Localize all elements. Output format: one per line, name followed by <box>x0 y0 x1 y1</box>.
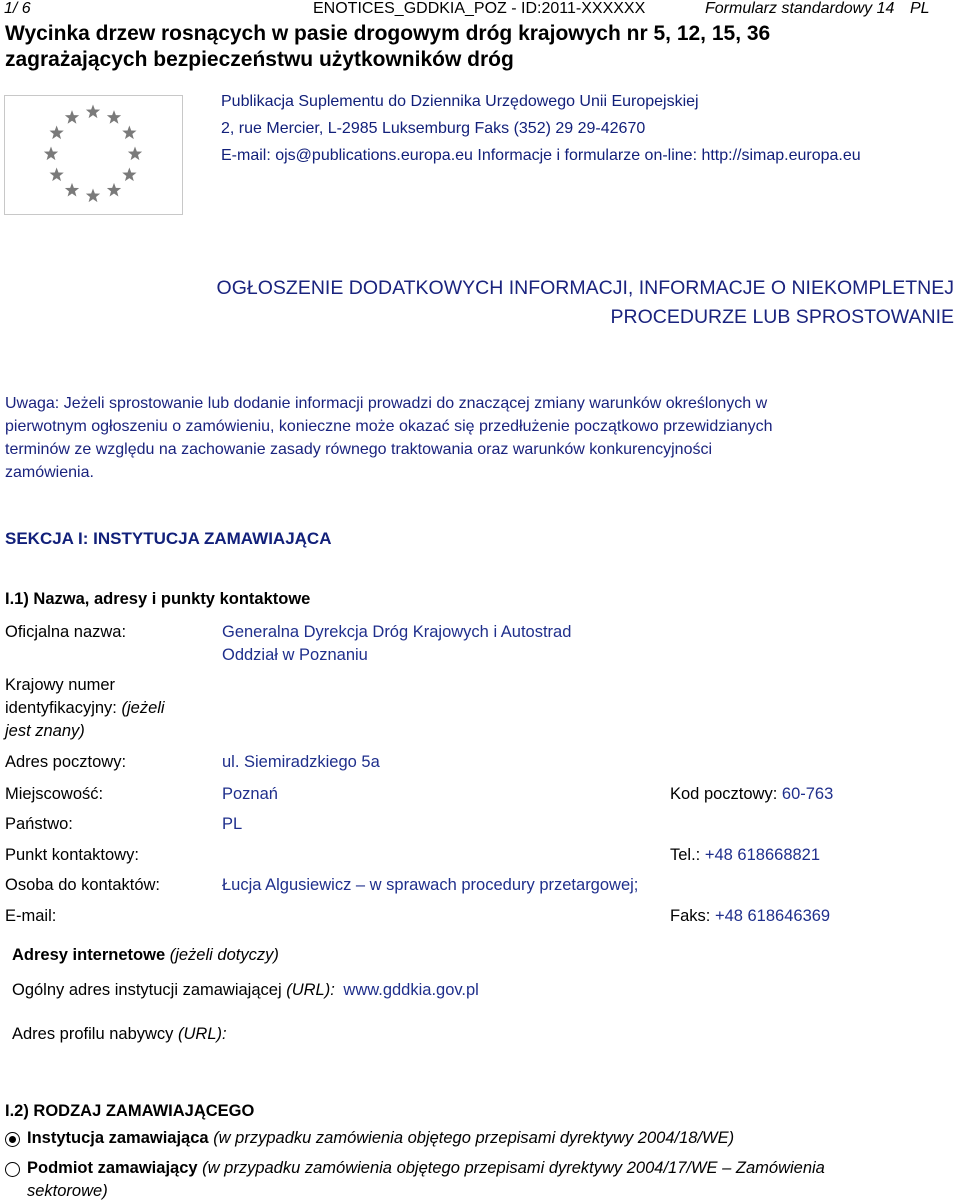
eu-star-icon <box>128 147 142 161</box>
publication-line3: E-mail: ojs@publications.europa.eu Informacje i formularze on-line: http://simap.europa.eu <box>221 147 861 164</box>
eu-star-icon <box>107 183 121 197</box>
eu-star-icon <box>86 105 100 119</box>
general-url-label: Ogólny adres instytucji zamawiającej <box>12 981 282 999</box>
official-name-value-line2: Oddział w Poznaniu <box>222 646 368 664</box>
email-label: E-mail: <box>5 907 57 925</box>
buyer-profile-row <box>12 1025 227 1044</box>
section-heading: SEKCJA I: INSTYTUCJA ZAMAWIAJĄCA <box>5 529 332 548</box>
eu-star-icon <box>65 183 79 197</box>
option1-description: (w przypadku zamówienia objętego przepisami dyrektywy 2004/18/WE) <box>213 1129 735 1147</box>
official-name-label: Oficjalna nazwa: <box>5 623 127 641</box>
eu-star-icon <box>49 126 63 140</box>
contact-person-label: Osoba do kontaktów: <box>5 876 161 894</box>
postal-address-label: Adres pocztowy: <box>5 753 127 771</box>
eu-star-icon <box>107 110 121 124</box>
eu-star-icon <box>122 168 136 182</box>
city-label: Miejscowość: <box>5 785 104 803</box>
option-contracting-authority <box>27 1129 734 1148</box>
notice-heading-line2: PROCEDURZE LUB SPROSTOWANIE <box>610 306 954 328</box>
document-id: ENOTICES_GDDKIA_POZ - ID:2011-XXXXXX <box>313 0 646 17</box>
notice-title-line1: Wycinka drzew rosnących w pasie drogowym dróg krajowych nr 5, 12, 15, 36 <box>5 22 771 45</box>
option2-description-line2: sektorowe) <box>27 1182 108 1200</box>
general-url-label-suffix: (URL): <box>286 981 335 999</box>
fax-row <box>670 907 830 926</box>
radio-empty-icon[interactable] <box>5 1162 20 1177</box>
notice-title-line2: zagrażających bezpieczeństwu użytkowników dróg <box>5 48 514 71</box>
buyer-profile-label: Adres profilu nabywcy <box>12 1025 174 1043</box>
postcode-row <box>670 785 833 804</box>
phone-row <box>670 846 820 865</box>
city-value: Poznań <box>222 785 278 803</box>
contact-person-value <box>222 876 638 895</box>
page-number: 1/ 6 <box>4 0 31 17</box>
internet-addresses-optional: (jeżeli dotyczy) <box>169 946 279 964</box>
option2-description-line1: (w przypadku zamówienia objętego przepisami dyrektywy 2004/17/WE – Zamówienia <box>202 1159 825 1177</box>
contact-person-name: Łucja Algusiewicz <box>222 876 352 894</box>
buyer-profile-label-suffix: (URL): <box>178 1025 227 1043</box>
internet-addresses-title: Adresy internetowe <box>12 946 166 964</box>
eu-star-icon <box>122 126 136 140</box>
form-name: Formularz standardowy 14 <box>705 0 895 17</box>
contact-person-note: – w sprawach procedury przetargowej; <box>351 876 639 894</box>
eu-star-icon <box>49 168 63 182</box>
national-id-label-line3: jest znany) <box>5 722 85 740</box>
contact-point-label: Punkt kontaktowy: <box>5 846 139 864</box>
radio-selected-icon[interactable] <box>5 1132 20 1147</box>
warning-line1: Uwaga: Jeżeli sprostowanie lub dodanie informacji prowadzi do znaczącej zmiany warunków określonych w <box>5 395 768 412</box>
eu-star-icon <box>44 147 58 161</box>
eu-flag-icon <box>4 95 183 215</box>
national-id-label-line2 <box>5 699 165 718</box>
official-name-value-line1: Generalna Dyrekcja Dróg Krajowych i Autostrad <box>222 623 572 641</box>
general-url-row <box>12 981 479 1000</box>
national-id-label-optional: (jeżeli <box>121 699 165 717</box>
warning-line4: zamówienia. <box>5 464 94 481</box>
country-value: PL <box>222 815 243 833</box>
eu-star-icon <box>86 189 100 203</box>
postal-address-value: ul. Siemiradzkiego 5a <box>222 753 380 771</box>
phone-value: +48 618668821 <box>704 846 821 864</box>
fax-label: Faks: <box>670 907 711 925</box>
general-url-link[interactable]: www.gddkia.gov.pl <box>343 981 479 999</box>
language-code: PL <box>910 0 930 17</box>
option1-title: Instytucja zamawiająca <box>27 1129 209 1147</box>
internet-addresses-heading <box>12 946 279 965</box>
national-id-label-line1: Krajowy numer <box>5 676 116 694</box>
postcode-value: 60-763 <box>781 785 834 803</box>
country-label: Państwo: <box>5 815 73 833</box>
eu-star-icon <box>65 110 79 124</box>
warning-line2: pierwotnym ogłoszeniu o zamówieniu, konieczne może okazać się przedłużenie początkowo przewidzianych <box>5 418 773 435</box>
option2-title: Podmiot zamawiający <box>27 1159 198 1177</box>
option-contracting-entity <box>27 1159 825 1178</box>
publication-line1: Publikacja Suplementu do Dziennika Urzędowego Unii Europejskiej <box>221 93 699 110</box>
subsection-2-heading: I.2) RODZAJ ZAMAWIAJĄCEGO <box>5 1102 255 1120</box>
publication-line2: 2, rue Mercier, L-2985 Luksemburg Faks (352) 29 29-42670 <box>221 120 646 137</box>
subsection-1-heading: I.1) Nazwa, adresy i punkty kontaktowe <box>5 590 311 608</box>
notice-heading-line1: OGŁOSZENIE DODATKOWYCH INFORMACJI, INFORMACJE O NIEKOMPLETNEJ <box>216 277 954 299</box>
warning-line3: terminów ze względu na zachowanie zasady równego traktowania oraz warunków konkurencyjności <box>5 441 713 458</box>
phone-label: Tel.: <box>670 846 701 864</box>
fax-value: +48 618646369 <box>714 907 831 925</box>
postcode-label: Kod pocztowy: <box>670 785 778 803</box>
national-id-label-text: identyfikacyjny: <box>5 699 117 717</box>
